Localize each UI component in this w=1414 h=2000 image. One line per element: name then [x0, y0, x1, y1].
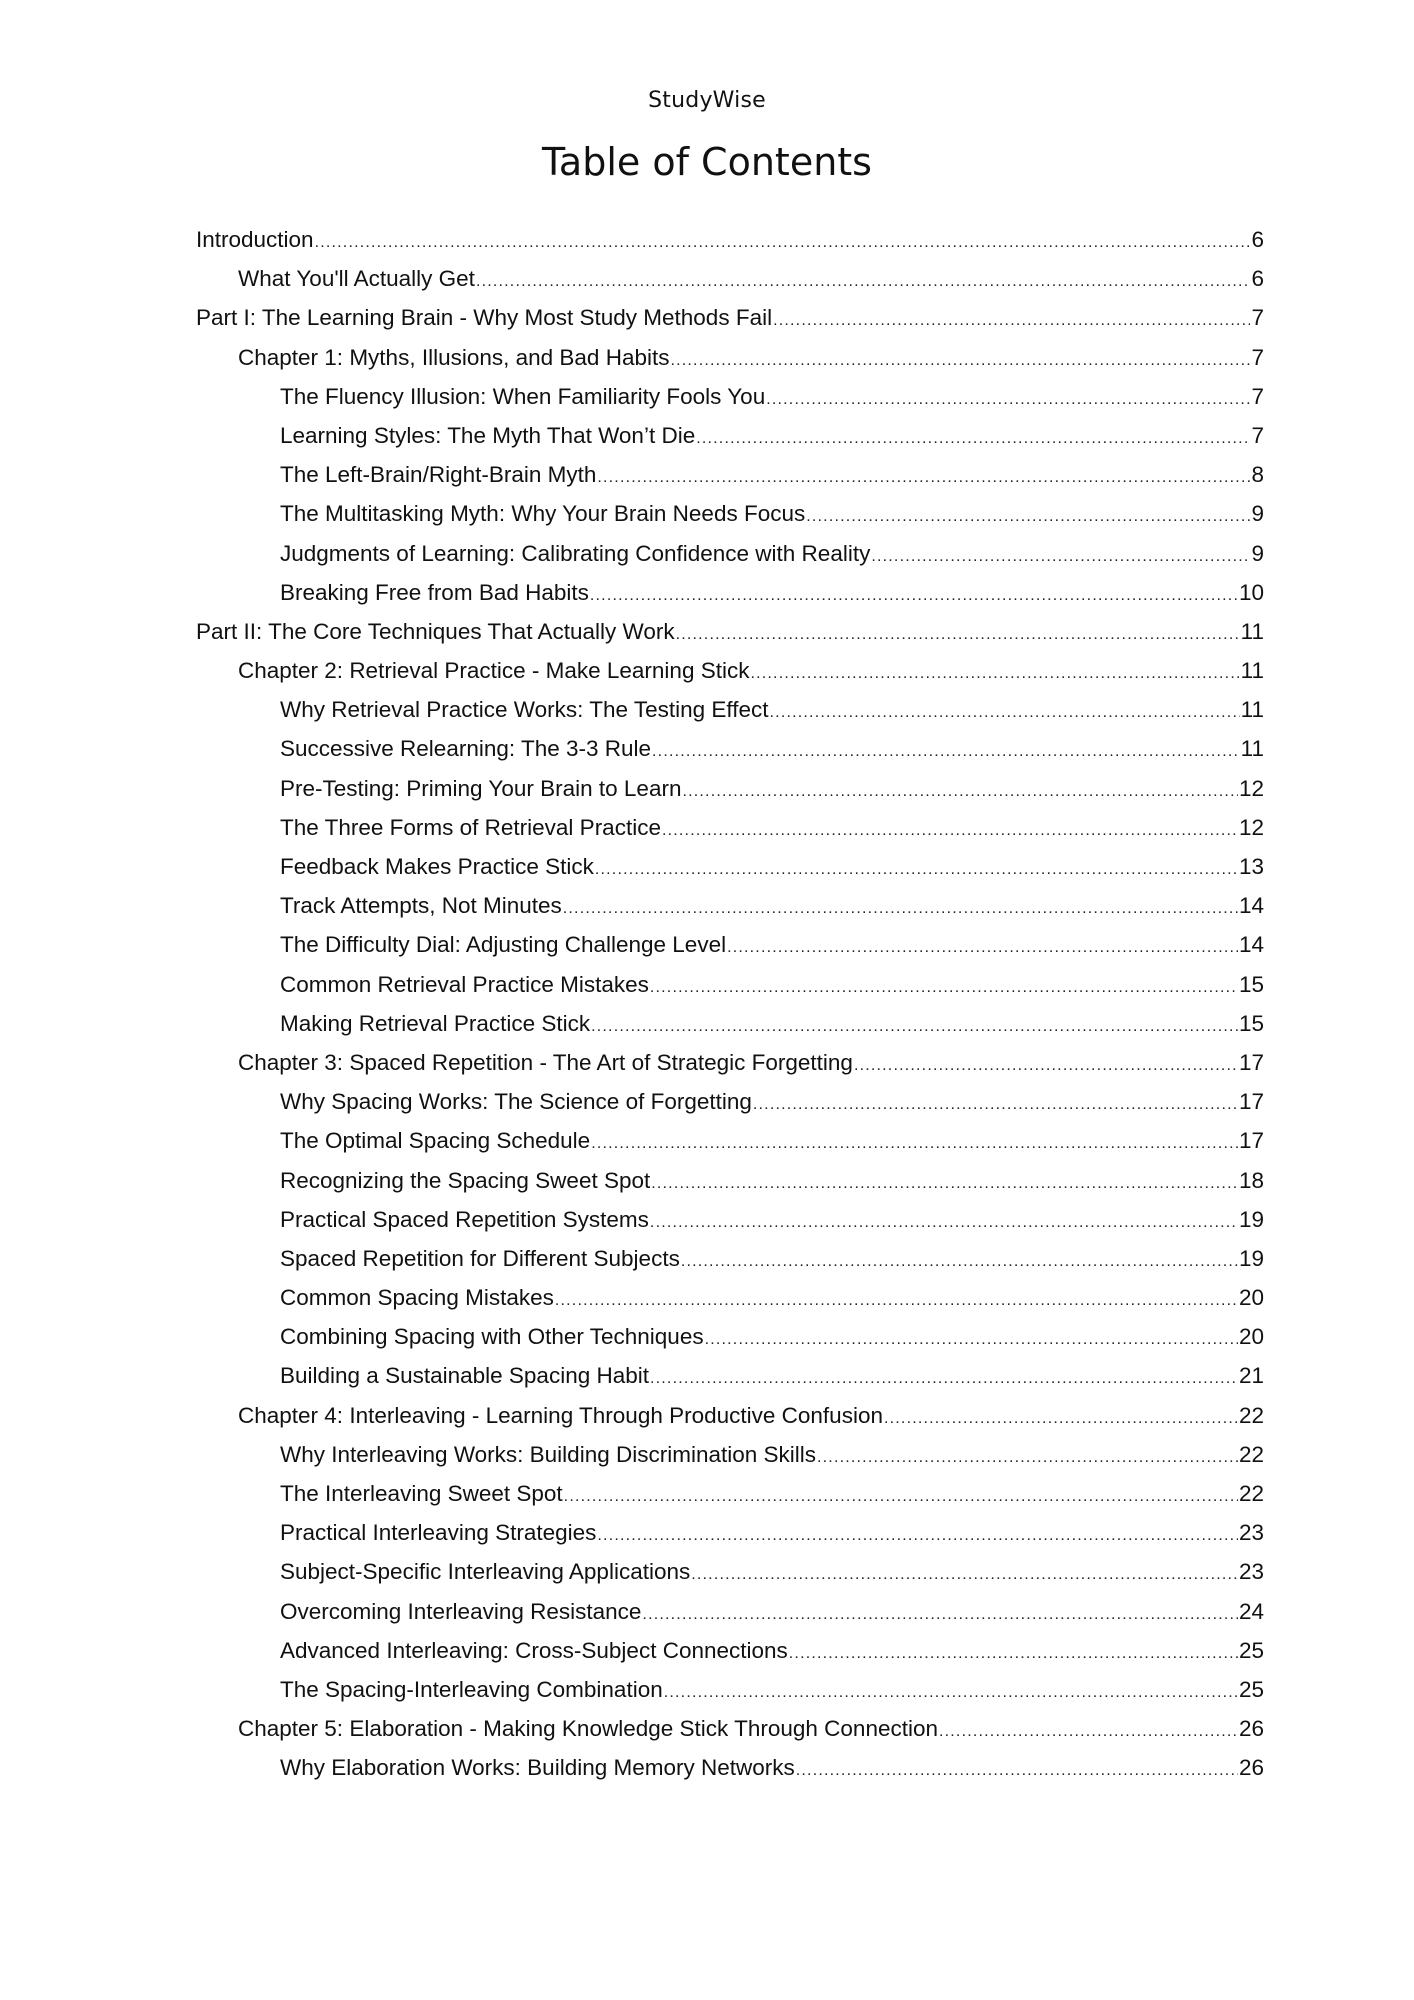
toc-entry[interactable] — [0, 338, 1264, 377]
toc-entry[interactable] — [0, 1082, 1264, 1121]
toc-entry-page-number: 6 — [1251, 227, 1264, 252]
toc-entry[interactable] — [0, 1200, 1264, 1239]
toc-entry-label: Why Spacing Works: The Science of Forgetting — [280, 1089, 752, 1115]
toc-entry-page-number: 11 — [1240, 697, 1264, 723]
toc-entry-page-number: 6 — [1251, 266, 1264, 292]
toc-dot-leader — [642, 1595, 1238, 1634]
toc-entry-page-number: 20 — [1238, 1285, 1264, 1311]
toc-entry[interactable] — [0, 416, 1264, 455]
toc-entry-label: Introduction — [196, 227, 314, 252]
toc-dot-leader — [563, 889, 1238, 928]
toc-dot-leader — [884, 1399, 1238, 1438]
toc-entry-label: Breaking Free from Bad Habits — [280, 579, 589, 605]
toc-dot-leader — [650, 1359, 1238, 1398]
toc-entry-label: The Fluency Illusion: When Familiarity Fools You — [280, 383, 766, 409]
toc-entry-page-number: 19 — [1238, 1206, 1264, 1232]
toc-entry-label: Why Retrieval Practice Works: The Testing Effect — [280, 697, 769, 723]
toc-entry-label: The Three Forms of Retrieval Practice — [280, 814, 661, 840]
toc-entry[interactable] — [0, 612, 1264, 651]
toc-entry[interactable] — [0, 925, 1264, 964]
toc-entry-page-number: 25 — [1238, 1637, 1264, 1663]
toc-dot-leader — [650, 968, 1238, 1007]
toc-entry-label: Common Retrieval Practice Mistakes — [280, 971, 649, 997]
toc-dot-leader — [591, 1007, 1238, 1046]
toc-entry-label: Advanced Interleaving: Cross-Subject Connections — [280, 1637, 788, 1663]
toc-entry-label: Making Retrieval Practice Stick — [280, 1010, 591, 1036]
toc-entry-label: Part I: The Learning Brain - Why Most Study Methods Fail — [196, 305, 773, 331]
toc-entry-page-number: 11 — [1240, 658, 1264, 684]
toc-entry-page-number: 12 — [1238, 814, 1264, 840]
toc-dot-leader — [750, 654, 1239, 693]
toc-entry-label: The Left-Brain/Right-Brain Myth — [280, 462, 597, 488]
toc-dot-leader — [670, 341, 1250, 380]
toc-entry[interactable] — [0, 1356, 1264, 1395]
toc-entry-label: Practical Spaced Repetition Systems — [280, 1206, 649, 1232]
toc-entry-label: Why Elaboration Works: Building Memory Networks — [280, 1755, 795, 1781]
toc-entry[interactable] — [0, 651, 1264, 690]
toc-entry-label: Why Interleaving Works: Building Discrimination Skills — [280, 1441, 817, 1467]
toc-entry-label: The Multitasking Myth: Why Your Brain Needs Focus — [280, 501, 806, 527]
toc-entry-page-number: 25 — [1238, 1676, 1264, 1702]
toc-dot-leader — [753, 1085, 1238, 1124]
table-of-contents — [0, 220, 1414, 1788]
toc-entry-label: Combining Spacing with Other Techniques — [280, 1324, 704, 1350]
toc-dot-leader — [682, 772, 1238, 811]
toc-entry-page-number: 11 — [1240, 618, 1264, 644]
toc-entry-page-number: 17 — [1238, 1049, 1264, 1075]
toc-entry-label: Chapter 1: Myths, Illusions, and Bad Habits — [238, 344, 670, 370]
toc-dot-leader — [681, 1242, 1238, 1281]
toc-entry[interactable] — [0, 1435, 1264, 1474]
toc-dot-leader — [691, 1555, 1238, 1594]
toc-entry-page-number: 23 — [1238, 1559, 1264, 1585]
toc-dot-leader — [676, 615, 1240, 654]
toc-entry-page-number: 7 — [1251, 422, 1264, 448]
toc-dot-leader — [696, 419, 1250, 458]
toc-entry[interactable] — [0, 965, 1264, 1004]
toc-entry-page-number: 19 — [1238, 1245, 1264, 1271]
toc-entry-page-number: 15 — [1238, 971, 1264, 997]
toc-entry-label: The Spacing-Interleaving Combination — [280, 1676, 663, 1702]
toc-entry[interactable] — [0, 220, 1264, 259]
toc-entry-page-number: 14 — [1238, 932, 1264, 958]
toc-dot-leader — [591, 1124, 1238, 1163]
toc-entry-label: Building a Sustainable Spacing Habit — [280, 1363, 649, 1389]
toc-dot-leader — [555, 1281, 1238, 1320]
toc-dot-leader — [789, 1634, 1238, 1673]
toc-entry-label: Track Attempts, Not Minutes — [280, 893, 562, 919]
toc-entry[interactable] — [0, 455, 1264, 494]
toc-dot-leader — [597, 1516, 1238, 1555]
toc-entry[interactable] — [0, 808, 1264, 847]
toc-entry[interactable] — [0, 1670, 1264, 1709]
toc-entry[interactable] — [0, 298, 1264, 337]
toc-entry-label: Chapter 2: Retrieval Practice - Make Learning Stick — [238, 658, 750, 684]
toc-dot-leader — [854, 1046, 1238, 1085]
toc-dot-leader — [651, 1164, 1238, 1203]
toc-entry[interactable] — [0, 690, 1264, 729]
toc-entry-page-number: 12 — [1238, 775, 1264, 801]
toc-entry-page-number: 22 — [1238, 1481, 1264, 1506]
toc-entry[interactable] — [0, 886, 1264, 925]
toc-entry[interactable] — [0, 1709, 1264, 1748]
toc-entry-label: Common Spacing Mistakes — [280, 1285, 554, 1311]
page-header: StudyWise — [648, 88, 766, 113]
toc-entry-page-number: 9 — [1251, 540, 1264, 566]
toc-entry[interactable] — [0, 1748, 1264, 1787]
toc-entry-label: What You'll Actually Get — [238, 266, 475, 292]
toc-dot-leader — [662, 811, 1238, 850]
toc-entry-page-number: 10 — [1238, 579, 1264, 605]
toc-entry-page-number: 20 — [1238, 1324, 1264, 1350]
toc-entry[interactable] — [0, 259, 1264, 298]
toc-entry[interactable] — [0, 729, 1264, 768]
toc-entry-page-number: 13 — [1238, 854, 1264, 879]
toc-entry-label: Part II: The Core Techniques That Actually Work — [196, 618, 675, 644]
toc-entry[interactable] — [0, 573, 1264, 612]
toc-entry-label: Judgments of Learning: Calibrating Confidence with Reality — [280, 540, 871, 566]
toc-dot-leader — [817, 1438, 1238, 1477]
toc-entry-label: Overcoming Interleaving Resistance — [280, 1598, 642, 1624]
toc-entry-label: Successive Relearning: The 3-3 Rule — [280, 736, 652, 762]
toc-entry-page-number: 9 — [1251, 501, 1264, 527]
toc-entry-page-number: 7 — [1251, 305, 1264, 331]
toc-dot-leader — [652, 732, 1240, 771]
toc-dot-leader — [806, 497, 1250, 536]
toc-entry-page-number: 17 — [1238, 1128, 1264, 1154]
toc-dot-leader — [595, 850, 1238, 889]
toc-entry[interactable] — [0, 1043, 1264, 1082]
toc-dot-leader — [705, 1320, 1238, 1359]
toc-dot-leader — [770, 693, 1240, 732]
toc-entry[interactable] — [0, 1552, 1264, 1591]
toc-entry-page-number: 22 — [1238, 1402, 1264, 1428]
toc-entry-label: Spaced Repetition for Different Subjects — [280, 1245, 680, 1271]
toc-dot-leader — [476, 262, 1251, 301]
toc-entry-page-number: 26 — [1238, 1755, 1264, 1781]
toc-entry-page-number: 7 — [1251, 383, 1264, 409]
toc-entry-page-number: 7 — [1251, 344, 1264, 370]
toc-entry[interactable] — [0, 1396, 1264, 1435]
toc-entry-page-number: 26 — [1238, 1716, 1264, 1742]
toc-entry-page-number: 21 — [1238, 1363, 1264, 1389]
toc-dot-leader — [664, 1673, 1238, 1712]
toc-dot-leader — [564, 1477, 1238, 1516]
toc-dot-leader — [590, 576, 1238, 615]
toc-entry[interactable] — [0, 847, 1264, 886]
toc-entry-label: Feedback Makes Practice Stick — [280, 854, 594, 879]
toc-dot-leader — [597, 458, 1250, 497]
toc-entry-label: Practical Interleaving Strategies — [280, 1520, 597, 1546]
toc-entry-page-number: 24 — [1238, 1598, 1264, 1624]
toc-entry[interactable] — [0, 769, 1264, 808]
toc-entry-label: The Optimal Spacing Schedule — [280, 1128, 591, 1154]
toc-dot-leader — [315, 223, 1251, 262]
toc-dot-leader — [939, 1712, 1238, 1751]
toc-entry-page-number: 22 — [1238, 1441, 1264, 1467]
toc-entry-label: Pre-Testing: Priming Your Brain to Learn — [280, 775, 682, 801]
toc-entry-page-number: 15 — [1238, 1010, 1264, 1036]
toc-entry-label: Learning Styles: The Myth That Won’t Die — [280, 422, 696, 448]
toc-entry[interactable] — [0, 1474, 1264, 1513]
toc-dot-leader — [650, 1203, 1238, 1242]
toc-entry-page-number: 18 — [1238, 1167, 1264, 1193]
toc-entry[interactable] — [0, 1161, 1264, 1200]
toc-entry-page-number: 8 — [1251, 462, 1264, 488]
toc-entry[interactable] — [0, 1592, 1264, 1631]
toc-entry[interactable] — [0, 1004, 1264, 1043]
toc-dot-leader — [727, 928, 1238, 967]
toc-entry-page-number: 17 — [1238, 1089, 1264, 1115]
toc-entry[interactable] — [0, 1631, 1264, 1670]
toc-entry[interactable] — [0, 1239, 1264, 1278]
page-title: Table of Contents — [542, 140, 872, 184]
toc-entry[interactable] — [0, 377, 1264, 416]
toc-entry[interactable] — [0, 1513, 1264, 1552]
toc-entry[interactable] — [0, 494, 1264, 533]
toc-entry[interactable] — [0, 534, 1264, 573]
toc-entry-label: Chapter 3: Spaced Repetition - The Art of Strategic Forgetting — [238, 1049, 853, 1075]
toc-dot-leader — [871, 537, 1250, 576]
toc-entry-label: Subject-Specific Interleaving Applications — [280, 1559, 691, 1585]
toc-dot-leader — [766, 380, 1250, 419]
toc-entry-label: Chapter 4: Interleaving - Learning Through Productive Confusion — [238, 1402, 883, 1428]
toc-entry[interactable] — [0, 1278, 1264, 1317]
toc-entry[interactable] — [0, 1317, 1264, 1356]
toc-dot-leader — [773, 301, 1250, 340]
toc-entry[interactable] — [0, 1121, 1264, 1160]
toc-entry-label: The Interleaving Sweet Spot — [280, 1481, 563, 1506]
toc-entry-label: Recognizing the Spacing Sweet Spot — [280, 1167, 651, 1193]
toc-entry-page-number: 11 — [1240, 736, 1264, 762]
toc-entry-page-number: 23 — [1238, 1520, 1264, 1546]
toc-entry-page-number: 14 — [1238, 893, 1264, 919]
toc-entry-label: Chapter 5: Elaboration - Making Knowledge Stick Through Connection — [238, 1716, 938, 1742]
toc-entry-label: The Difficulty Dial: Adjusting Challenge Level — [280, 932, 727, 958]
toc-dot-leader — [796, 1751, 1238, 1790]
